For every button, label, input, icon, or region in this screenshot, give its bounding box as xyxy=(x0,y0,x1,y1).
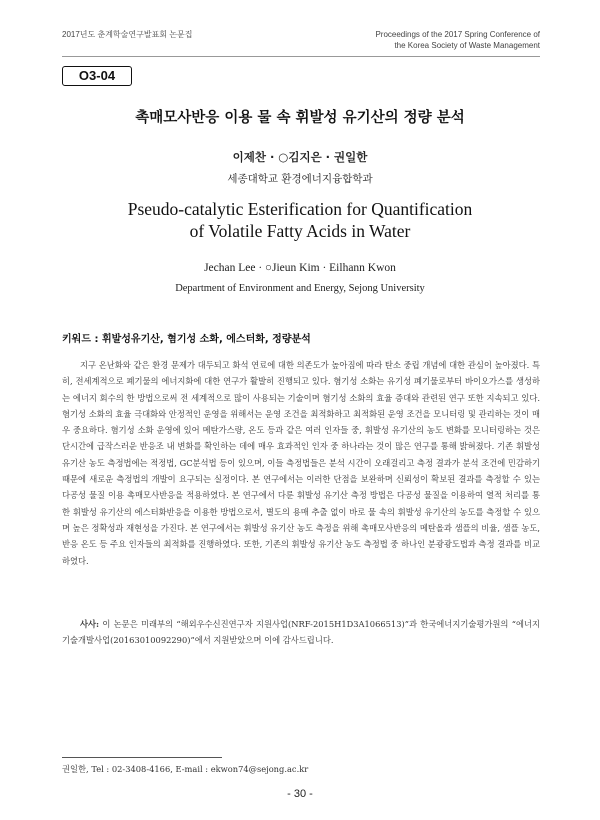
english-affiliation: Department of Environment and Energy, Sejong University xyxy=(175,283,425,294)
running-header-right-line1: Proceedings of the 2017 Spring Conference of xyxy=(375,30,540,39)
english-authors: Jechan Lee · ○Jieun Kim · Eilhann Kwon xyxy=(204,262,396,274)
running-header-right xyxy=(375,29,540,51)
page-number: - 30 - xyxy=(287,788,313,800)
korean-title: 촉매모사반응 이용 물 속 휘발성 유기산의 정량 분석 xyxy=(135,110,465,126)
abstract-body: 지구 온난화와 같은 환경 문제가 대두되고 화석 연료에 대한 의존도가 높아짐에 따라 탄소 중립 개념에 대한 관심이 높아졌다. 특히, 전세계적으로 폐기물의 에너지화에 대한 연구가 활발히 진행되고 있다. 혐기성 소화는 유기성 폐기물로부터 바이오가스를 생성하는 에너지 회수의 한 방법으로써 전 세계적으로 많이 사용되는 기술이며 혐기성 소화의 효율 증대와 관련된 연구 또한 지속되고 있다. 혐기성 소화의 효율 극대화와 안정적인 운영을 위해서는 운영 조건을 최적화하고 최적화된 운영 조건을 모니터링 및 관리하는 것이 매우 중요하다. 혐기성 소화 운영에 있어 메탄가스량, 온도 등과 같은 여러 인자들 중, 휘발성 유기산의 농도 변화를 모니터링하는 것은 단시간에 급작스러운 반응조 내 변화를 확인하는 데에 매우 효과적인 인자 중 하나라는 것이 많은 연구를 통해 밝혀졌다. 기존 휘발성 유기산 농도 측정법에는 적정법, GC분석법 등이 있으며, 이들 측정법들은 분석 시간이 오래걸리고 측정 결과가 분석 조건에 민감하기 때문에 새로운 측정법의 개발이 요구되는 실정이다. 본 연구에서는 이러한 단점을 보완하며 신뢰성이 확보된 결과를 측정할 수 있는 다공성 물질 이용 촉매모사반응을 적용하였다. 본 연구에서 다룬 휘발성 유기산 측정 방법은 다공성 물질을 이용하여 열적 처리를 통한 휘발성 유기산의 에스터화반응을 이용한 방법으로서, 별도의 용매 추출 없이 바로 물 속의 휘발성 유기산의 농도를 측정할 수 있으며 높은 정확성과 재현성을 가진다. 본 연구에서는 휘발성 유기산 농도 측정을 위해 촉매모사반응의 메탄올과 샘플의 비율, 샘플 농도, 반응 온도 등 주요 인자들의 최적화를 진행하였다. 또한, 기존의 휘발성 유기산 농도 측정법 중 하나인 분광광도법과 측정 결과를 비교하였다. xyxy=(62,360,540,566)
acknowledgement xyxy=(62,616,540,649)
acknowledgement-text: 이 논문은 미래부의 “해외우수신진연구자 지원사업(NRF-2015H1D3A1066513)”과 한국에너지기술평가원의 “에너지기술개발사업(20163010092290)”에서 지원받았으며 이에 감사드립니다. xyxy=(62,619,540,646)
keywords: 키워드 : 휘발성유기산, 혐기성 소화, 에스터화, 정량분석 xyxy=(62,334,311,345)
header-divider xyxy=(62,56,540,57)
english-title-line1: Pseudo-catalytic Esterification for Quantification xyxy=(127,199,473,219)
running-header-right-line2: the Korea Society of Waste Management xyxy=(394,41,540,50)
english-title-line2: of Volatile Fatty Acids in Water xyxy=(189,221,411,241)
paper-id-badge: O3-04 xyxy=(62,66,132,86)
corresponding-author-footnote: 권일한, Tel : 02-3408-4166, E-mail : ekwon74@sejong.ac.kr xyxy=(62,764,309,774)
korean-authors: 이제찬 · ○김지은 · 권일한 xyxy=(232,150,368,164)
english-title xyxy=(0,198,600,242)
running-header-left: 2017년도 춘계학술연구발표회 논문집 xyxy=(62,30,193,39)
acknowledgement-label: 사사: xyxy=(80,619,100,629)
footnote-divider xyxy=(62,757,222,758)
korean-affiliation: 세종대학교 환경에너지융합학과 xyxy=(227,173,373,185)
